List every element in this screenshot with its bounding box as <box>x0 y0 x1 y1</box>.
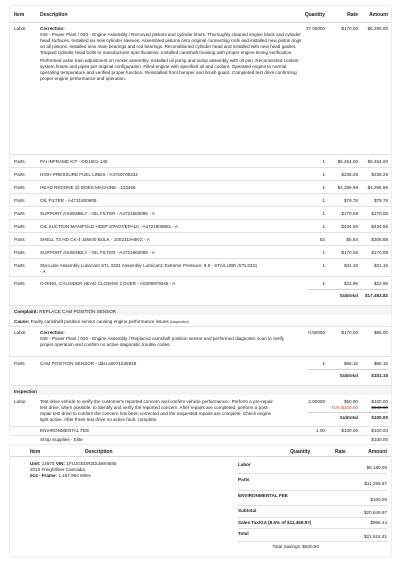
summary-label: Total <box>238 531 249 536</box>
header-description: Description <box>40 12 68 18</box>
subtotal-label: Subtotal <box>339 293 358 298</box>
summary-value: $100.00 <box>370 497 387 502</box>
header-amount: Amount <box>369 12 388 18</box>
header-quantity: Quantity <box>304 12 325 18</box>
original-amount: $340.00 <box>371 405 388 410</box>
complaint-header <box>10 305 391 315</box>
total-savings: Total Savings: $820.50 <box>272 544 319 549</box>
unit-number: 14975 <box>41 461 55 466</box>
part-description: PAI INFRAME KIT - DD1501-145 <box>40 159 108 164</box>
cause-text: Faulty camshaft position sensor causing engine performance issues <box>30 319 169 324</box>
line-items-header <box>10 6 391 23</box>
invoice-summary-card <box>10 445 391 556</box>
correction-text: 045 - Power Plant / 020 - Engine Assembly / Removed pistons and cylinder liners. Thoroughly cleaned engine block and cylinder head surfaces. Installed six new cylinder sleeves. Assembled pistons onto original connecting rods and installed new piston rings on all pistons. Installed new main bearings and rod bearings. Reconditioned cylinder head and installed with new head gasket. Torqued cylinder head bolts to manufacturer specifications. Installed camshaft housing with proper engine timing verification. <box>40 31 302 55</box>
vehicle-info: Unit: 14975 VIN: 1FUJGEDR2DLBW4565 2013 Freightliner Cascadia 014 - Frame: 1,167,964 Miles <box>30 461 180 479</box>
correction-text-2: Performed valve train adjustment on rocker assembly. Installed oil pump and sump assembly with oil pan. Reconnected coolant system hoses and pipes per original configuration. Filled engine with specified oil and coolant. Operated engine to normal operating temperature and verified proper function. Reinstalled front bumper and brush guard. Completed test drive confirming proper engine performance and operation. <box>40 58 299 82</box>
summary-value: $11,269.97 <box>364 481 387 486</box>
inspection-header <box>10 385 391 395</box>
summary-value: $966.44 <box>370 520 387 525</box>
cause-label: Cause: <box>14 319 30 324</box>
part-description: SUPPORT ASSEMBLY - OIL FILTER - A4721860095 - A <box>40 250 155 255</box>
discount-text: -71% $100.00 <box>329 405 358 410</box>
summary-label: Sales Tax/GA (8.5% of $11,369.97) <box>238 520 312 525</box>
cause-note: (Inspection) <box>170 320 189 324</box>
part-description: HEAD REDONE @ BOES MACHINE - 123456 <box>40 185 136 190</box>
fee-description: ENVIRONMENTAL FEE <box>40 428 90 433</box>
summary-value: $21,616.41 <box>364 534 387 539</box>
complaint-label: Complaint: <box>14 308 38 314</box>
line-amount: $6,290.00 <box>367 26 388 31</box>
invoice-line-items-card: Item Description Quantity Rate Amount Labor Correction: 045 - Power Plant / 020 - Engine Assembly / Removed pistons and cylinder liners. Thoroughly cleaned engine block and cylinder head surfaces. Installed six new cylinder sleeves. Assembled pistons onto original connecting rods and installed new piston rings on all pistons. Installed new main bearings and rod bearings. Reconditioned cylinder head and installed with new head gasket. Torqued cylinder head bolts to manufacturer specifications. Installed camshaft housing with proper engine timing verification. Performed valve train adjustment on rocker assembly. Installed oil pump and sump assembly with oil pan. Reconnected coolant system hoses and pipes per original configuration. Filled engine with specified oil and coolant. Operated engine to normal operating temperature and verified proper function. Reinstalled front bumper and brush guard. Completed test drive confirming proper engine performance and operation. 37.00000 $170.00 $6,290.00 Parts PAI INFRAME KIT - DD1501-145 1 $5,454.00 $5,454.00 Parts HIGH PRESSURE FUEL LINES - A4720709232 1 $235.28 $235.28 Parts HEAD REDONE @ BOES MACHINE - 123456 1 $4,296.99 $4,296.99 Parts OIL FILTER - A4731800909 1 $79.78 $79.78 Parts SUPPORT ASSEMBLY - OIL FILTER - A4721860095 - A 1 $170.08 $170.08 Parts OIL SUCTION MANIFOLD HDEP EPA07/EPA10 - A4721806851 - A 1 $434.55 $434.55 Parts SHELL T3 HD CK-4 15W40 BULK - 1002319-BKG - A 52 $5.94 $308.88 Parts SUPPORT ASSEMBLY - OIL FILTER - A4721860095 - A 1 $170.08 $170.08 Parts Sta-Lube Assembly Lubricant STL 3331 Assembly Lubricant; Extreme Pressure; 9.5 - STA/LUBE /STL3331 - A 1 $31.19 $31.19 Parts O-RING, CYLINDER HEAD CLOSING COVER - A0309979045 - A 1 $22.99 $22.99 Subtotal $17,493.82 Complaint: REPLACE CAM POSITION SENSOR Cause: Faulty camshaft position sensor causing engine performance issues (Inspection) Labor Correction: 045 - Power Plant / 020 - Engine Assembly / Replaced camshaft position sensor and performed diagnostic scan to verify proper operation and confirm no active diagnostic trouble codes. 0.50000 $170.00 $85.00 Parts CAM POSITION SENSOR - ddsr.a0071535928 1 $66.15 $66.15 Subtotal $151.15 Inspection Labor Test-drive vehicle to verify the customer's reported concern and confirm vehicle performance.: Perform a pre-repair test drive, when possible, to identify and verify the reported concern. After repairs are completed, perform a post-repair test drive to confirm the concern has been corrected and the requested repairs are complete. Check engine light active. After three test drive no active fault, complete. 2.00000 $50.00 -71% $100.00 $100.00 $340.00 <box>10 6 391 433</box>
frame-miles: 1,167,964 Miles <box>58 472 91 478</box>
summary-value: $20,649.97 <box>364 510 387 515</box>
part-description: CAM POSITION SENSOR - ddsr.a0071535928 <box>40 361 137 366</box>
vehicle-model: 2013 Freightliner Cascadia <box>30 466 85 472</box>
part-description: SHELL T3 HD CK-4 15W40 BULK - 1002319-BKG - A <box>40 237 150 242</box>
inspection-label: Inspection <box>14 388 37 394</box>
complaint-text: REPLACE CAM POSITION SENSOR <box>39 308 117 314</box>
header-rate: Rate <box>347 12 358 18</box>
part-description: OIL SUCTION MANIFOLD HDEP EPA07/EPA10 - A4721806851 - A <box>40 224 178 229</box>
part-description: OIL FILTER - A4731800909 <box>40 198 97 203</box>
correction-text: 045 - Power Plant / 020 - Engine Assembly / Replaced camshaft position sensor and performed diagnostic scan to verify proper operation and confirm no active diagnostic trouble codes. <box>40 335 285 347</box>
inspection-text: Test-drive vehicle to verify the customer's reported concern and confirm vehicle performance.: Perform a pre-repair test drive, when possible, to identify and verify the reported concern. After repairs are completed, perform a post-repair test drive to confirm the concern has been corrected and the requested repairs are complete. Check engine light active. After three test drive no active fault, complete. <box>40 399 273 422</box>
fees-block: ENVIRONMENTAL FEE 1.00 $100.00 $100.00 Shop Supplies - Elite $100.00 <box>10 426 391 444</box>
part-description: Sta-Lube Assembly Lubricant STL 3331 Assembly Lubricant; Extreme Pressure; 9.5 - STA/LUBE /STL3331 - A <box>40 263 258 274</box>
line-type: Labor <box>14 26 26 31</box>
vin-number: 1FUJGEDR2DLBW4565 <box>66 461 117 466</box>
card1-overlay: Subtotal $100.00 <box>10 0 391 564</box>
fee-description: Shop Supplies - Elite <box>40 437 83 442</box>
summary-label: Parts <box>238 477 250 482</box>
line-qty: 37.00000 <box>305 26 325 31</box>
summary-value: $9,180.00 <box>366 465 387 470</box>
summary-label: ENVIRONMENTAL FEE <box>238 493 288 498</box>
part-description: SUPPORT ASSEMBLY - OIL FILTER - A4721860095 - A <box>40 211 155 216</box>
line-rate: $170.00 <box>341 26 358 31</box>
subtotal-value: $17,493.82 <box>365 293 388 298</box>
summary-label: Labor <box>238 462 251 467</box>
part-description: O-RING, CYLINDER HEAD CLOSING COVER - A0309979045 - A <box>40 281 176 286</box>
part-description: HIGH PRESSURE FUEL LINES - A4720709232 <box>40 172 138 177</box>
correction-label: Correction: <box>40 26 65 31</box>
summary-label: Subtotal <box>238 508 257 513</box>
summary-header: Item Description Quantity Rate Amount <box>10 445 391 457</box>
header-item: Item <box>14 12 25 18</box>
